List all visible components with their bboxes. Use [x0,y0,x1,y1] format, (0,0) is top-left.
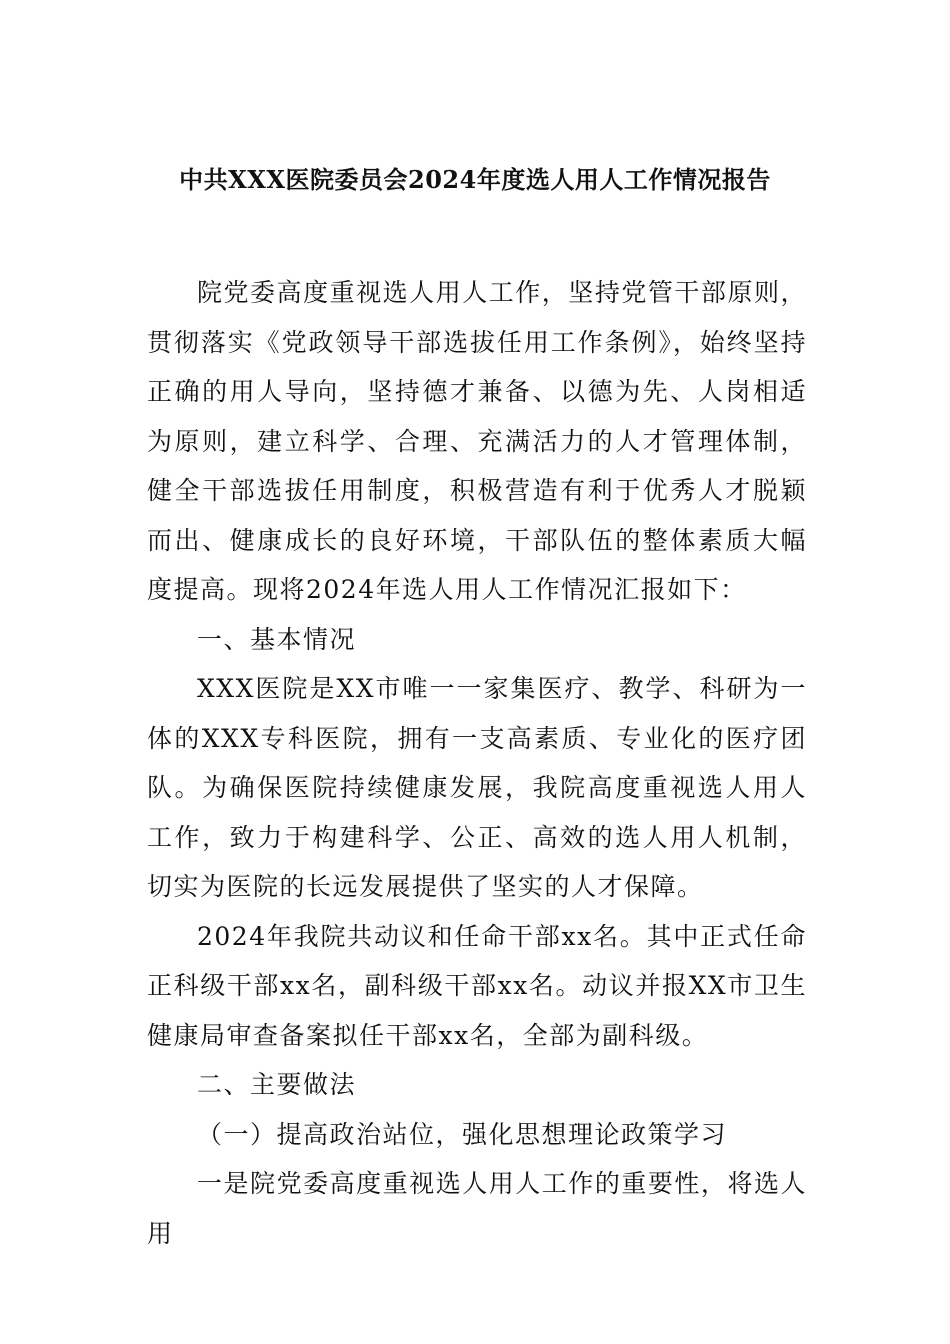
document-body [147,268,807,1258]
document-title: 中共XXX医院委员会2024年度选人用人工作情况报告 [179,165,771,194]
section-heading-basic-situation: 一、基本情况 [197,624,357,654]
practice-point-one-paragraph: 一是院党委高度重视选人用人工作的重要性，将选人用 [147,1169,807,1248]
section-heading-main-practices: 二、主要做法 [197,1070,357,1099]
hospital-overview-paragraph: XXX医院是XX市唯一一家集医疗、教学、科研为一体的XXX专科医院，拥有一支高素质、专业化的医疗团队。为确保医院持续健康发展，我院高度重视选人用人工作，致力于构建科学、公正、高效的选人用人机制，切实为医院的长远发展提供了坚实的人才保障。 [147,674,807,901]
intro-paragraph: 院党委高度重视选人用人工作，坚持党管干部原则，贯彻落实《党政领导干部选拔任用工作条例》，始终坚持正确的用人导向，坚持德才兼备、以德为先、人岗相适为原则，建立科学、合理、充满活力的人才管理体制，健全干部选拔任用制度，积极营造有利于优秀人才脱颖而出、健康成长的良好环境，干部队伍的整体素质大幅度提高。现将2024年选人用人工作情况汇报如下： [147,278,807,604]
appointment-stats-paragraph: 2024年我院共动议和任命干部xx名。其中正式任命正科级干部xx名，副科级干部xx名。动议并报XX市卫生健康局审查备案拟任干部xx名，全部为副科级。 [147,921,807,1050]
subsection-heading-political-stance: （一）提高政治站位，强化思想理论政策学习 [197,1119,728,1149]
